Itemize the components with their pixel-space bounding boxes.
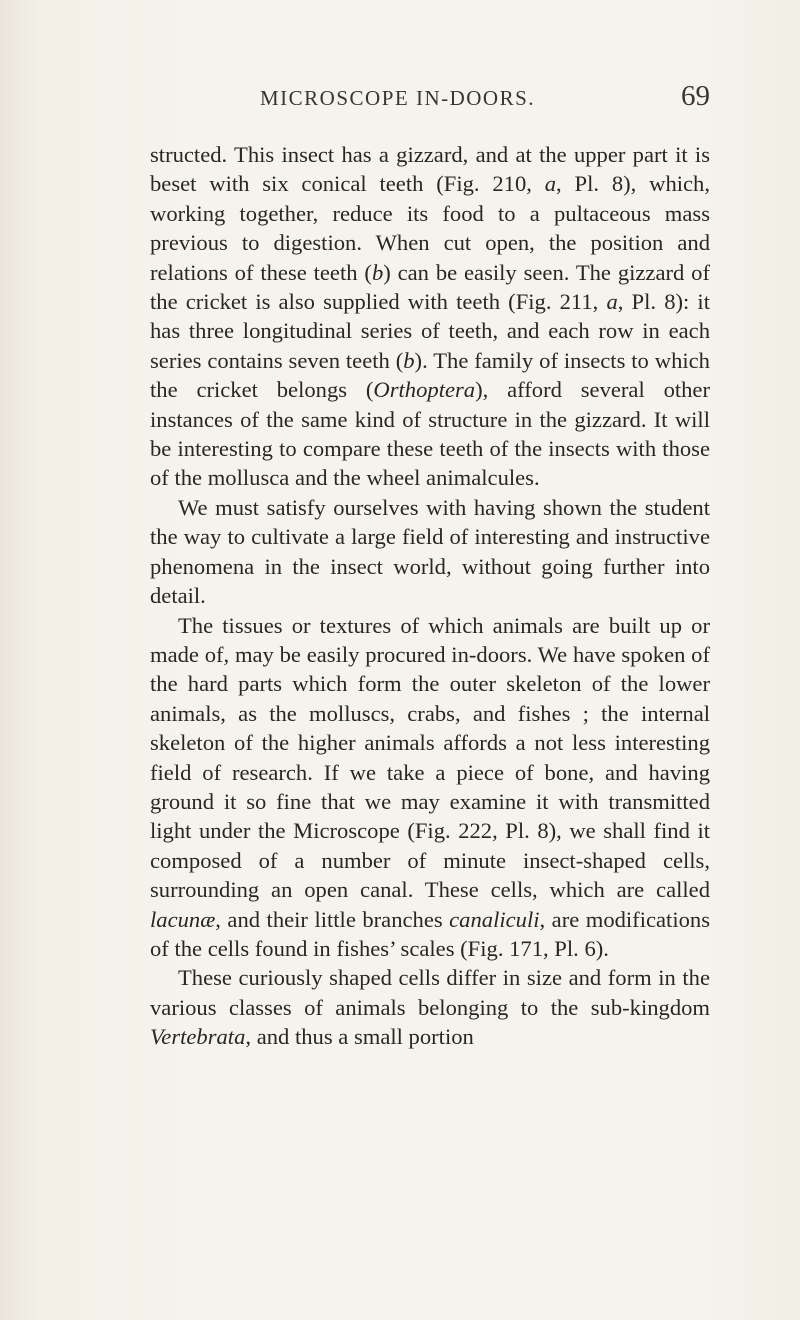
italic-letter: a [544, 171, 557, 197]
text-run: The tissues or textures of which animals are built up or made of, may be easily procured in-doors. We have spoken of the hard parts which form the outer skeleton of the lower animals, as the molluscs, crabs, and fishes ; the internal skeleton of the higher animals affords a not less interesting field of research. If we take a piece of bone, and having ground it so fine that we may examine it with transmitted light under the Microscope (Fig. 222, Pl. 8), we shall find it composed of a number of minute insect-shaped cells, surrounding an open canal. These cells, which are called [150, 612, 710, 903]
italic-letter: b [371, 259, 384, 285]
italic-term-vertebrata: Vertebrata [150, 1024, 246, 1050]
text-run: , are modifications of the cells found in fishes’ scales (Fig. 171, Pl. 6). [150, 906, 710, 961]
paragraph-gizzard-teeth [150, 140, 710, 493]
running-head [150, 80, 710, 116]
italic-term-orthoptera: Orthoptera [373, 377, 476, 403]
text-run: These curiously shaped cells differ in size and form in the various classes of animals belonging to the sub-kingdom [150, 965, 710, 1020]
running-title: MICROSCOPE IN-DOORS. [260, 86, 536, 110]
paragraph-insect-world: We must satisfy ourselves with having shown the student the way to cultivate a large field of interesting and instructive phenomena in the insect world, without going further into detail. [150, 494, 710, 609]
text-run: structed. This insect has a gizzard, and at the upper part it is beset with six conical teeth (Fig. 210, [150, 142, 710, 197]
italic-letter: a [606, 289, 618, 315]
body-text [150, 140, 710, 1052]
text-run: , and their little branches [215, 906, 450, 932]
text-run: , and thus a small portion [245, 1024, 474, 1050]
paragraph-cells-differ [150, 963, 710, 1051]
italic-term-canaliculi: canaliculi [449, 906, 540, 932]
text-run: ), afford several other instances of the same kind of structure in the gizzard. It will be interesting to compare these teeth of the insects with those of the mollusca and the wheel animalcules. [150, 377, 710, 491]
paragraph-tissues [150, 611, 710, 964]
text-run: , Pl. 8): it has three longitudinal series of teeth, and each row in each series contains seven teeth ( [150, 289, 710, 373]
text-run: ) can be easily seen. The gizzard of the cricket is also supplied with teeth (Fig. 211, [150, 259, 710, 315]
text-run: , Pl. 8), which, working together, reduce its food to a pultaceous mass previous to digestion. When cut open, the position and relations of these teeth ( [150, 171, 710, 285]
italic-letter: b [403, 347, 415, 373]
italic-term-lacunae: lacunæ [150, 906, 216, 932]
page-number: 69 [681, 80, 710, 112]
text-run: ). The family of insects to which the cricket belongs ( [150, 347, 710, 403]
